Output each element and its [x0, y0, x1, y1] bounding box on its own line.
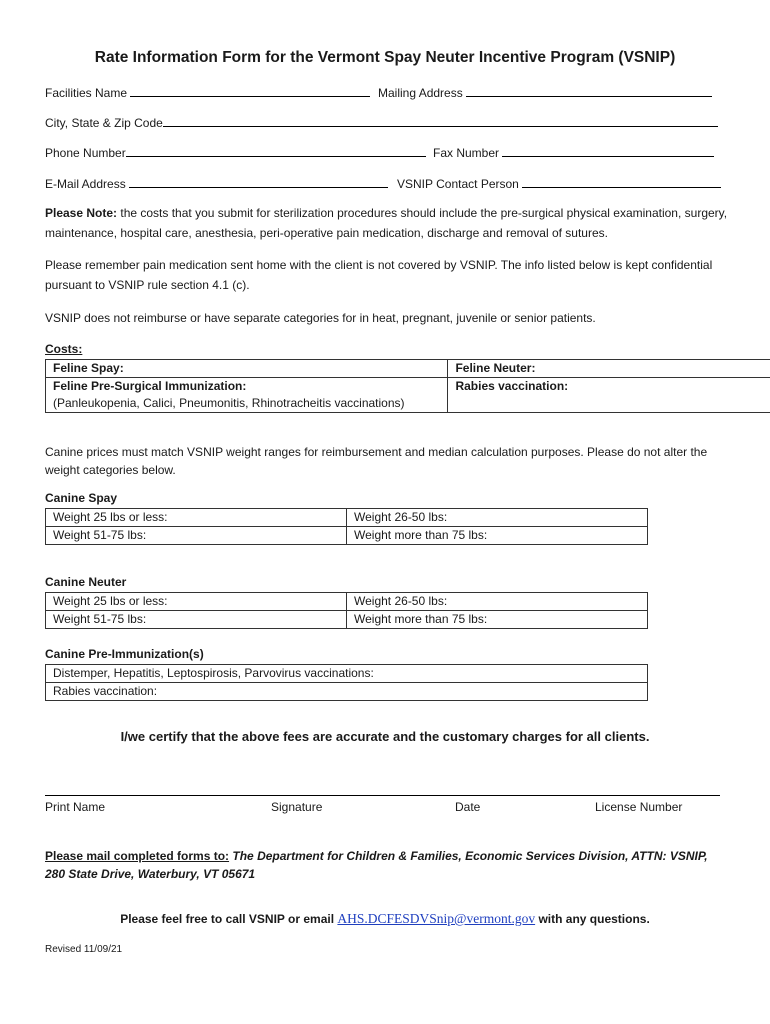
- signature-label: Signature: [271, 800, 323, 814]
- phone-number-line[interactable]: [126, 144, 426, 157]
- canine-spay-51-75-cell[interactable]: Weight 51-75 lbs:: [46, 527, 347, 545]
- canine-neuter-26-50-cell[interactable]: Weight 26-50 lbs:: [347, 593, 648, 611]
- mail-address-line2: 280 State Drive, Waterbury, VT 05671: [45, 867, 256, 881]
- canine-intro-paragraph: Canine prices must match VSNIP weight ranges for reimbursement and median calculation purposes. Please do not alter the weight categories below.: [45, 445, 708, 477]
- contact-after: with any questions.: [535, 912, 650, 926]
- canine-neuter-75plus-cell[interactable]: Weight more than 75 lbs:: [347, 611, 648, 629]
- canine-rabies-cell[interactable]: Rabies vaccination:: [46, 683, 648, 701]
- canine-immunization-table: [45, 664, 648, 701]
- mailing-address-field[interactable]: [378, 84, 712, 100]
- feline-spay-cell[interactable]: Feline Spay:: [46, 360, 448, 378]
- facilities-name-line[interactable]: [130, 84, 370, 97]
- fax-number-label: Fax Number: [433, 146, 500, 160]
- please-note-label: Please Note:: [45, 206, 118, 220]
- canine-spay-25-cell[interactable]: Weight 25 lbs or less:: [46, 509, 347, 527]
- please-note-paragraph: [45, 203, 735, 243]
- table-row: [46, 509, 648, 527]
- table-row: [46, 665, 648, 683]
- certify-statement: I/we certify that the above fees are accurate and the customary charges for all clients.: [120, 729, 650, 744]
- feline-immunization-cell[interactable]: [46, 378, 448, 413]
- page-title: Rate Information Form for the Vermont Spay Neuter Incentive Program (VSNIP): [94, 49, 676, 66]
- canine-spay-75plus-cell[interactable]: Weight more than 75 lbs:: [347, 527, 648, 545]
- city-state-zip-label: City, State & Zip Code: [45, 116, 163, 130]
- canine-immunization-heading: Canine Pre-Immunization(s): [45, 647, 204, 661]
- canine-neuter-table: [45, 592, 648, 629]
- pain-medication-paragraph: Please remember pain medication sent home with the client is not covered by VSNIP. The info listed below is kept confidential pursuant to VSNIP rule section 4.1 (c).: [45, 258, 713, 292]
- license-number-label: License Number: [595, 800, 683, 814]
- feline-rabies-cell[interactable]: Rabies vaccination:: [448, 378, 770, 413]
- phone-number-field[interactable]: [45, 144, 426, 160]
- canine-spay-26-50-cell[interactable]: Weight 26-50 lbs:: [347, 509, 648, 527]
- vsnip-contact-line[interactable]: [522, 175, 721, 188]
- print-name-label: Print Name: [45, 800, 106, 814]
- email-address-line[interactable]: [129, 175, 388, 188]
- fax-number-line[interactable]: [502, 144, 714, 157]
- please-note-text: the costs that you submit for sterilization procedures should include the pre-surgical physical examination, surgery, maintenance, hospital care, anesthesia, peri-operative pain medication, discharge and removal of sutures.: [45, 206, 728, 240]
- email-address-field[interactable]: [45, 175, 388, 191]
- table-row: [46, 683, 648, 701]
- contact-line: [0, 911, 770, 927]
- facilities-name-field[interactable]: [45, 84, 370, 100]
- mailing-address-label: Mailing Address: [378, 86, 463, 100]
- table-row: [46, 611, 648, 629]
- feline-immunization-detail: (Panleukopenia, Calici, Pneumonitis, Rhinotracheitis vaccinations): [53, 396, 405, 410]
- mail-address-line1: The Department for Children & Families, Economic Services Division, ATTN: VSNIP,: [229, 849, 708, 863]
- revised-date: Revised 11/09/21: [45, 944, 123, 955]
- signature-line[interactable]: [45, 795, 720, 796]
- contact-before: Please feel free to call VSNIP or email: [120, 912, 338, 926]
- canine-dhlp-cell[interactable]: Distemper, Hepatitis, Leptospirosis, Parvovirus vaccinations:: [46, 665, 648, 683]
- table-row: [46, 360, 770, 378]
- canine-neuter-51-75-cell[interactable]: Weight 51-75 lbs:: [46, 611, 347, 629]
- date-label: Date: [455, 800, 481, 814]
- costs-heading: Costs:: [45, 342, 83, 356]
- mailing-address-line[interactable]: [466, 84, 712, 97]
- email-link[interactable]: AHS.DCFESDVSnip@vermont.gov: [337, 911, 536, 926]
- canine-spay-table: [45, 508, 648, 545]
- feline-immunization-label: Feline Pre-Surgical Immunization:: [53, 379, 247, 393]
- table-row: [46, 378, 770, 413]
- city-state-zip-line[interactable]: [163, 114, 718, 127]
- email-address-label: E-Mail Address: [45, 177, 126, 191]
- fax-number-field[interactable]: [433, 144, 714, 160]
- phone-number-label: Phone Number: [45, 146, 126, 160]
- mail-instructions: [45, 847, 735, 883]
- table-row: [46, 593, 648, 611]
- no-reimburse-paragraph: VSNIP does not reimburse or have separate categories for in heat, pregnant, juvenile or senior patients.: [45, 311, 596, 325]
- city-state-zip-field[interactable]: [45, 114, 718, 130]
- canine-neuter-heading: Canine Neuter: [45, 575, 127, 589]
- facilities-name-label: Facilities Name: [45, 86, 128, 100]
- canine-neuter-25-cell[interactable]: Weight 25 lbs or less:: [46, 593, 347, 611]
- vsnip-contact-label: VSNIP Contact Person: [397, 177, 519, 191]
- feline-costs-table: [45, 359, 770, 413]
- table-row: [46, 527, 648, 545]
- mail-label: Please mail completed forms to:: [45, 849, 230, 863]
- feline-neuter-cell[interactable]: Feline Neuter:: [448, 360, 770, 378]
- vsnip-contact-field[interactable]: [397, 175, 721, 191]
- canine-spay-heading: Canine Spay: [45, 491, 118, 505]
